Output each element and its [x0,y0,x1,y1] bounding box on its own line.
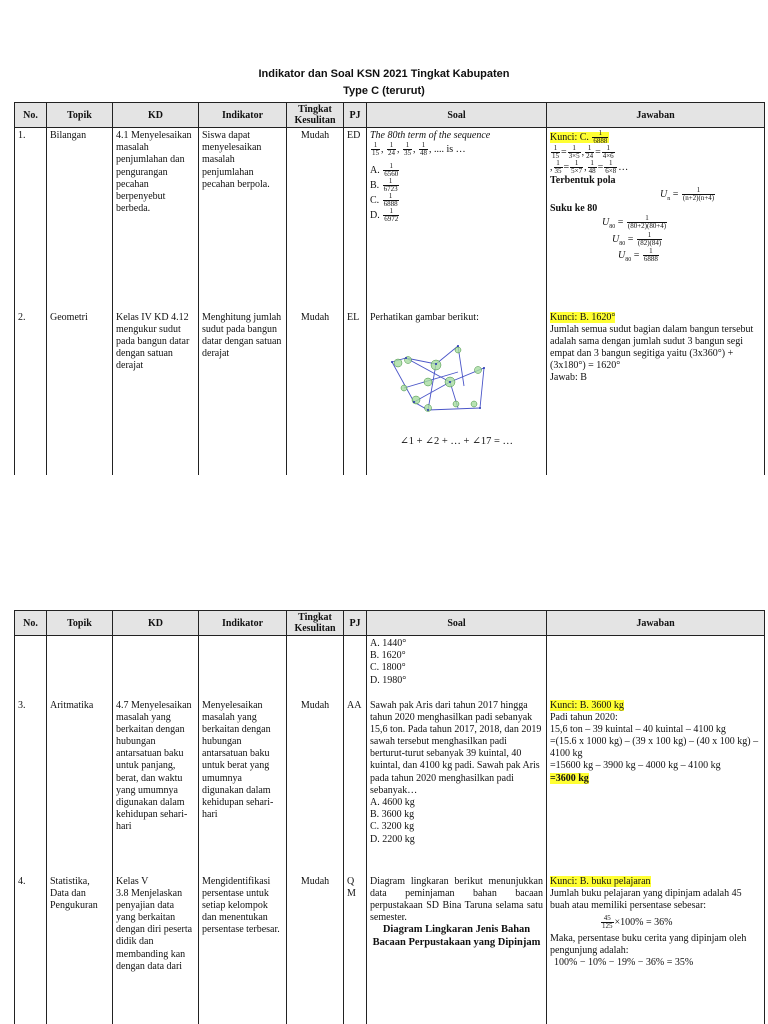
question-text: Sawah pak Aris dari tahun 2017 hingga tahun 2020 menghasilkan padi sebanyak 15,6 ton. Pada tahun 2017, 2018, dan 2019 sawah tersebut menghasilkan padi berturut-turut sebanyak 39 kuintal, 40 kuintal, dan 4100 kg padi. Sawah pak Aris pada tahun 2020 menghasilkan padi sebanyak… [370,699,542,796]
cell-topik: Aritmatika [47,698,113,874]
option-a: A. 4600 kg [370,797,415,808]
sequence: $\frac{1}{15}$ , $\frac{1}{24}$ , $\frac{1}{35}$ , $\frac{1}{48}$ , .... is … [372,141,466,158]
cell-soal [367,310,547,475]
header-pj: PJ [344,103,367,128]
cell-indikator: Mengidentifikasi persentase untuk setiap kelompok dan menentukan persentase terbesar. [199,874,287,1024]
question-text: Perhatikan gambar berikut: [370,311,479,323]
cell-pj: Q M [344,874,367,1024]
pattern-label: Terbentuk pola [550,175,616,186]
cell-tingkat: Mudah [287,310,344,475]
cell-kd: 4.7 Menyelesaikan masalah yang berkaitan dengan hubungan antarsatuan baku untuk panjang, berat, dan waktu yang umumnya digunakan dalam kehidupan sehari-hari [113,698,199,874]
cell-no: 2. [15,310,47,475]
soal-table-1 [14,102,765,475]
header-jawaban: Jawaban [547,611,765,636]
header-soal: Soal [367,611,547,636]
answer-line: Padi tahun 2020: [550,711,618,723]
cell-indikator: Menyelesaikan masalah yang berkaitan dengan hubungan antarsatuan baku untuk berat yang umumnya digunakan dalam kehidupan sehari-hari [199,698,287,874]
document-title: Indikator dan Soal KSN 2021 Tingkat Kabupaten [258,68,510,80]
cell-indikator: Menghitung jumlah sudut pada bangun datar dengan satuan derajat [199,310,287,475]
answer-explanation: Jumlah semua sudut bagian dalam bangun tersebut adalah sama dengan jumlah sudut 3 bangun segi empat dan 3 bangun segitiga yaitu (3x360°) + (3x180°) = 1620° [550,323,754,372]
pattern-line-2: , $\frac{1}{35}$ = $\frac{1}{5\times 7}$ , $\frac{1}{48}$ = $\frac{1}{6\times 8}$ … [550,159,629,175]
percentage-formula: $\frac{45}{125}$ ×100% = 36% [602,914,673,931]
option-b: B. 1620° [370,650,406,662]
answer-key: Kunci: B. buku pelajaran [550,875,651,887]
option-c: C. 1800° [370,662,406,674]
cell-kd: 4.1 Menyelesaikan masalah penjumlahan dan pengurangan pecahan berpenyebut berbeda. [113,128,199,310]
option-b: B. 3600 kg [370,809,415,821]
header-topik: Topik [47,611,113,636]
header-kd: KD [113,103,199,128]
cell-tingkat: Mudah [287,128,344,310]
table-row [15,310,765,475]
cell-pj: AA [344,698,367,874]
cell-pj: ED [344,128,367,310]
cell-no: 3. [15,698,47,874]
header-pj: PJ [344,611,367,636]
cell-soal [367,874,547,1024]
answer-key: Kunci: C. $\frac{1}{6888}$ [550,129,608,145]
cell-topik: Geometri [47,310,113,475]
document-subtitle: Type C (terurut) [343,85,425,97]
answer-line: =15600 kg – 3900 kg – 4000 kg – 4100 kg [550,760,721,772]
cell-soal [367,698,547,874]
option-a: A. $\frac{1}{6560}$ [370,162,399,179]
cell-indikator: Siswa dapat menyelesaikan masalah penjumlahan pecahan berpola. [199,128,287,310]
table-row [15,874,765,1024]
cell-no: 4. [15,874,47,1024]
cell-pj: EL [344,310,367,475]
option-c: C. $\frac{1}{6888}$ [370,192,398,209]
answer-final: Jawab: B [550,372,587,384]
option-d: D. 2200 kg [370,833,415,845]
cell-topik: Statistika, Data dan Pengukuran [47,874,113,1024]
header-indikator: Indikator [199,611,287,636]
answer-final: =3600 kg [550,772,589,784]
table-row-continuation [15,636,765,698]
answer-key: Kunci: B. 3600 kg [550,699,624,711]
header-tingkat: Tingkat Kesulitan [287,611,344,636]
header-soal: Soal [367,103,547,128]
angle-sum-expression: ∠1 + ∠2 + … + ∠17 = … [399,435,514,447]
header-jawaban: Jawaban [547,103,765,128]
cell-kd: Kelas IV KD 4.12 mengukur sudut pada bangun datar dengan satuan derajat [113,310,199,475]
header-no: No. [15,103,47,128]
suku-label: Suku ke 80 [550,203,598,215]
answer-line: =(15.6 x 1000 kg) – (39 x 100 kg) – (40 x 100 kg) – 4100 kg [550,736,759,760]
header-tingkat: Tingkat Kesulitan [287,103,344,128]
cell-tingkat: Mudah [287,698,344,874]
chart-title: Diagram Lingkaran Jenis Bahan Bacaan Perpustakaan yang Dipinjam [372,924,541,949]
answer-final: 100% − 10% − 19% − 36% = 35% [554,957,694,969]
cell-jawaban [547,310,765,475]
cell-jawaban: Kunci: C. $\frac{1}{6888}$ $\frac{1}{15}$ = $\frac{1}{3\times 5}$ , $\frac{1}{24}$ = $\frac{1}{4\times 6}$ , $\frac{1}{35}$ = $\frac{1}{5\times 7}$ , $\frac{1}{48}$ = $\frac{1}{6\times 8}$ … Terbentuk pola $U_n$ = $\frac{1}{(n+2)(n+4)}$ Suku ke 80 $U_{80}$ = $\frac{1}{(80+2)(80+4)}$ $U_{80}$ = $\frac{1}{(82)(84)}$ $U_{80}$ = $\frac{1}{6888}$ [547,128,765,310]
header-topik: Topik [47,103,113,128]
soal-table-2 [14,610,765,1024]
answer-key: Kunci: B. 1620° [550,311,616,323]
option-a: A. 1440° [370,638,407,649]
pattern-line-1: $\frac{1}{15}$ = $\frac{1}{3\times 5}$ , $\frac{1}{24}$ = $\frac{1}{4\times 6}$ [552,144,614,160]
question-text: Diagram lingkaran berikut menunjukkan data peminjaman bahan bacaan perpustakaan SD Bina Taruna selama satu semester. [370,875,543,924]
answer-conclusion: Maka, persentase buku cerita yang dipinjam oleh pengunjung adalah: [550,933,747,957]
header-no: No. [15,611,47,636]
cell-kd: Kelas V 3.8 Menjelaskan penyajian data yang berkaitan dengan diri peserta didik dan membanding kan dengan data dari [113,874,199,1024]
cell-soal [367,128,547,310]
polygon-figure [384,342,494,426]
cell-soal [367,636,547,698]
table-row [15,128,765,310]
answer-explanation: Jumlah buku pelajaran yang dipinjam adalah 45 buah atau memiliki persentase sebesar: [550,887,742,911]
answer-line: 15,6 ton – 39 kuintal – 40 kuintal – 4100 kg [550,723,726,735]
cell-topik: Bilangan [47,128,113,310]
option-b: B. $\frac{1}{6723}$ [370,177,398,194]
cell-jawaban [547,698,765,874]
option-c: C. 3200 kg [370,821,415,833]
option-d: D. 1980° [370,674,407,686]
header-kd: KD [113,611,199,636]
header-indikator: Indikator [199,103,287,128]
cell-tingkat: Mudah [287,874,344,1024]
pattern-formula: $U_n$ = $\frac{1}{(n+2)(n+4)}$ [660,186,715,203]
question-text: The 80th term of the sequence [370,130,491,141]
option-d: D. $\frac{1}{6972}$ [370,207,399,224]
table-row [15,698,765,874]
cell-jawaban [547,874,765,1024]
cell-no: 1. [15,128,47,310]
